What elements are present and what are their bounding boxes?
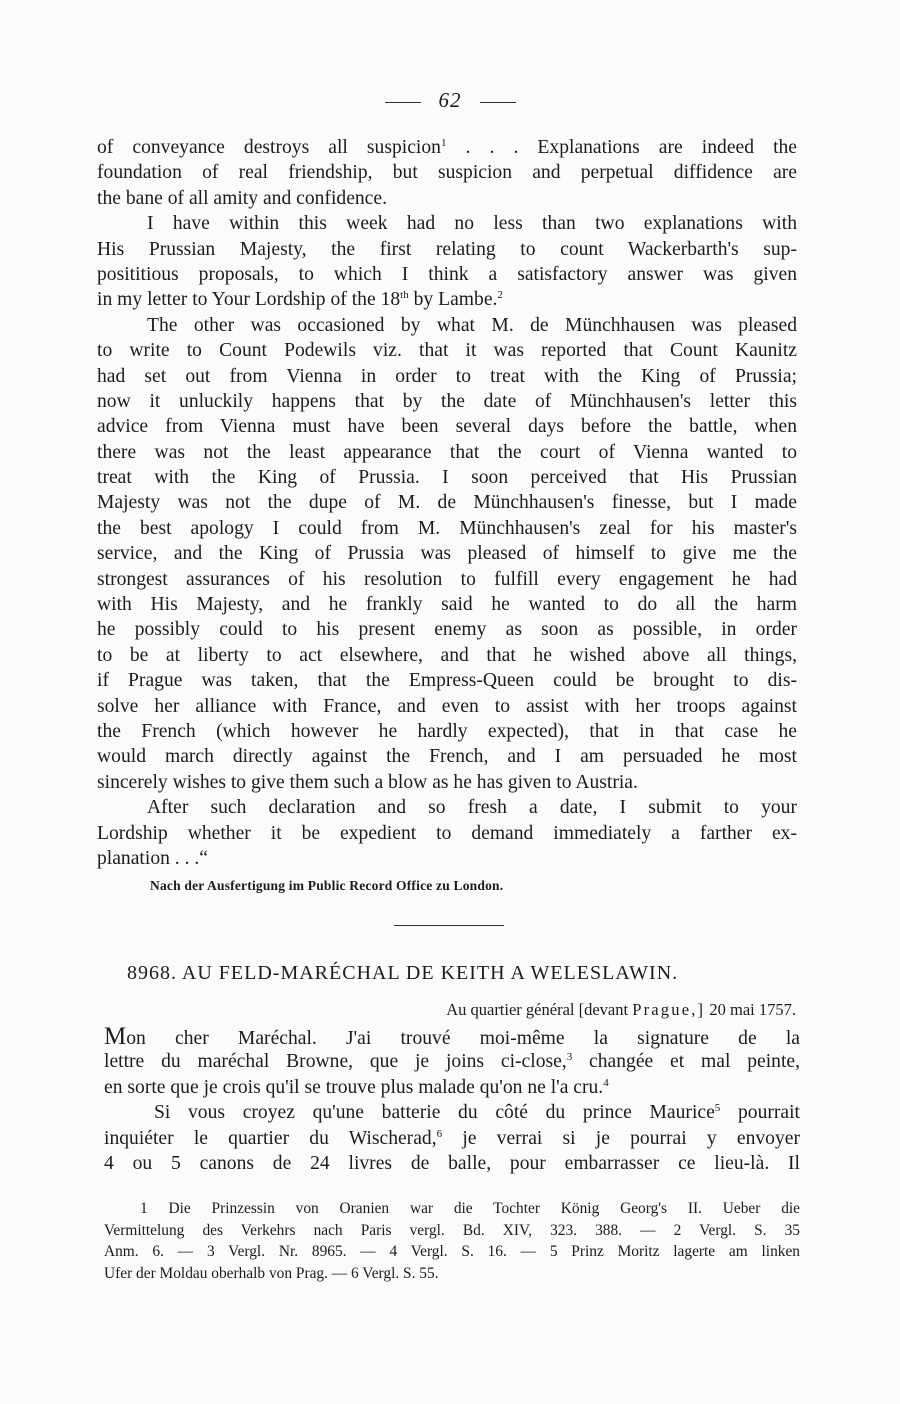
text-line: to write to Count Podewils viz. that it was reported that Count Kaunitz: [97, 340, 797, 362]
text-line: would march directly against the French, and I am persuaded he most: [97, 746, 797, 768]
text-line: had set out from Vienna in order to treat with the King of Prussia;: [97, 365, 797, 387]
text-line: he possibly could to his present enemy as soon as possible, in order: [97, 619, 797, 641]
text-line: with His Majesty, and he frankly said he wanted to do all the harm: [97, 594, 797, 616]
letter-body: [104, 1024, 800, 1176]
footnote-line: Ufer der Moldau oberhalb von Prag. — 6 Vergl. S. 55.: [104, 1264, 439, 1282]
text-line: the best apology I could from M. Münchhausen's zeal for his master's: [97, 517, 797, 539]
text-line: strongest assurances of his resolution to fulfill every engagement he had: [97, 568, 797, 590]
text-line: Lordship whether it be expedient to demand immediately a farther ex-: [97, 822, 797, 844]
text-line: foundation of real friendship, but suspicion and perpetual diffidence are: [97, 162, 797, 184]
footnote-mark: 4: [603, 1076, 609, 1089]
section-divider: [394, 925, 504, 926]
text-line: en sorte que je crois qu'il se trouve plus malade qu'on ne l'a cru.$^4$: [104, 1076, 609, 1098]
text-line: there was not the least appearance that the court of Vienna wanted to: [97, 441, 797, 463]
text-line: After such declaration and so fresh a date, I submit to your: [147, 797, 797, 819]
text-line: inquiéter le quartier du Wischerad,$^6$ je verrai si je pourrai y envoyer: [104, 1127, 800, 1149]
text-line: of conveyance destroys all suspicion$^1$ . . . Explanations are indeed the: [97, 137, 798, 158]
dateline: Au quartier général [devant Prague,] 20 mai 1757.: [446, 1000, 796, 1019]
text-line: Si vous croyez qu'une batterie du côté du prince Maurice$^5$ pourrait: [154, 1102, 800, 1124]
letter-continuation: [97, 135, 797, 871]
text-line: if Prague was taken, that the Empress-Queen could be brought to dis-: [97, 670, 797, 692]
footnote-mark: 5: [714, 1102, 721, 1115]
page-number-rule-right: [480, 102, 516, 103]
text-line: Mon cher Maréchal. J'ai trouvé moi-même la signature de la: [104, 1023, 800, 1050]
footnote-mark: 3: [566, 1051, 573, 1064]
text-line: posititious proposals, to which I think a satisfactory answer was given: [97, 263, 797, 285]
text-line: treat with the King of Prussia. I soon perceived that His Prussian: [97, 467, 797, 489]
page-number-rule-left: [385, 102, 421, 103]
source-note: Nach der Ausfertigung im Public Record Office zu London.: [150, 878, 504, 893]
footnote-line: 1 Die Prinzessin von Oranien war die Tochter König Georg's II. Ueber die: [140, 1200, 800, 1217]
text-line: The other was occasioned by what M. de Münchhausen was pleased: [147, 314, 797, 336]
text-line: the French (which however he hardly expected), that in that case he: [97, 720, 797, 742]
footnote-mark: 1: [440, 137, 447, 149]
text-line: lettre du maréchal Browne, que je joins ci-close,$^3$ changée et mal peinte,: [104, 1051, 800, 1073]
text-line: the bane of all amity and confidence.: [97, 187, 387, 209]
text-line: Majesty was not the dupe of M. de Münchhausen's finesse, but I made: [97, 492, 797, 514]
text-line: advice from Vienna must have been several days before the battle, when: [97, 416, 797, 438]
page-number: [0, 88, 900, 113]
footnote-line: Vermittelung des Verkehrs nach Paris vergl. Bd. XIV, 323. 388. — 2 Vergl. S. 35: [104, 1221, 800, 1239]
text-line: planation . . .“: [97, 847, 208, 869]
letter-heading: 8968. AU FELD-MARÉCHAL DE KEITH A WELESLAWIN.: [127, 962, 679, 984]
text-line: His Prussian Majesty, the first relating to count Wackerbarth's sup-: [97, 238, 797, 260]
salutation-initial: M: [104, 1023, 127, 1050]
text-line: now it unluckily happens that by the date of Münchhausen's letter this: [97, 390, 797, 412]
text-line: in my letter to Your Lordship of the 18th by Lambe.$^2$: [97, 289, 503, 311]
page-number-text: 62: [438, 88, 462, 112]
footnote-line: Anm. 6. — 3 Vergl. Nr. 8965. — 4 Vergl. S. 16. — 5 Prinz Moritz lagerte am linken: [104, 1243, 800, 1260]
footnotes: [104, 1198, 800, 1284]
text-line: solve her alliance with France, and even to assist with her troops against: [97, 695, 797, 717]
footnote-mark: 2: [497, 289, 503, 302]
text-line: service, and the King of Prussia was pleased of himself to give me the: [97, 543, 797, 565]
text-line: sincerely wishes to give them such a blow as he has given to Austria.: [97, 771, 638, 793]
text-line: I have within this week had no less than two explanations with: [147, 213, 797, 235]
text-line: to be at liberty to act elsewhere, and that he wished above all things,: [97, 644, 797, 666]
text-line: 4 ou 5 canons de 24 livres de balle, pour embarrasser ce lieu-là. Il: [104, 1152, 800, 1174]
footnote-mark: 6: [436, 1127, 443, 1140]
